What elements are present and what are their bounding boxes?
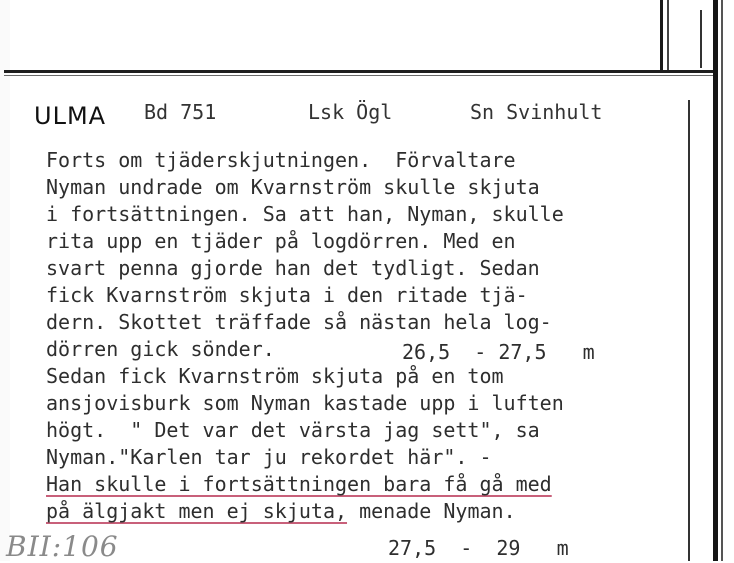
text-line-underlined: Han skulle i fortsättningen bara få gå med (46, 472, 552, 496)
text-line: Forts om tjäderskjutningen. Förvaltare (46, 148, 516, 172)
card-top-border-shadow (4, 75, 714, 76)
text-line: Sedan fick Kvarnström skjuta på en tom (46, 364, 504, 388)
card-right-border (713, 0, 718, 561)
text-line: i fortsättningen. Sa att han, Nyman, skulle (46, 202, 564, 226)
region-label: Lsk Ögl (308, 100, 393, 124)
text-line: Nyman undrade om Kvarnström skulle skjuta (46, 175, 540, 199)
line-tail: menade Nyman. (347, 499, 516, 523)
text-line: ansjovisburk som Nyman kastade upp i luften (46, 391, 564, 415)
scan-edge (667, 0, 669, 70)
underlined-segment: på älgjakt men ej skjuta, (46, 499, 348, 523)
volume-label: Bd 751 (144, 100, 217, 124)
text-line: dern. Skottet träffade så nästan hela log- (46, 310, 552, 334)
parish-label: Sn Svinhult (470, 100, 603, 124)
scan-edge (660, 0, 663, 70)
card-inner-right-border (688, 100, 690, 561)
text-line: dörren gick sönder. (46, 337, 275, 361)
measurement-2: 27,5 - 29 m (388, 536, 569, 560)
text-line-with-tail (46, 498, 686, 525)
collection-label: ULMA (34, 102, 107, 130)
scan-margin (0, 0, 10, 561)
text-line: högt. " Det var det värsta jag sett", sa (46, 418, 540, 442)
card-right-border-shadow (721, 0, 723, 561)
measurement-1: 26,5 - 27,5 m (402, 340, 595, 364)
text-line: fick Kvarnström skjuta i den ritade tjä- (46, 283, 528, 307)
text-line: rita upp en tjäder på logdörren. Med en (46, 229, 516, 253)
scan-edge (700, 10, 702, 68)
page-reference-mark: BII:106 (6, 530, 119, 563)
card-header (0, 100, 688, 134)
text-line: svart penna gjorde han det tydligt. Sedan (46, 256, 540, 280)
text-line: Nyman."Karlen tar ju rekordet här". - (46, 445, 492, 469)
card-top-border (4, 70, 714, 73)
card-text (46, 147, 686, 525)
